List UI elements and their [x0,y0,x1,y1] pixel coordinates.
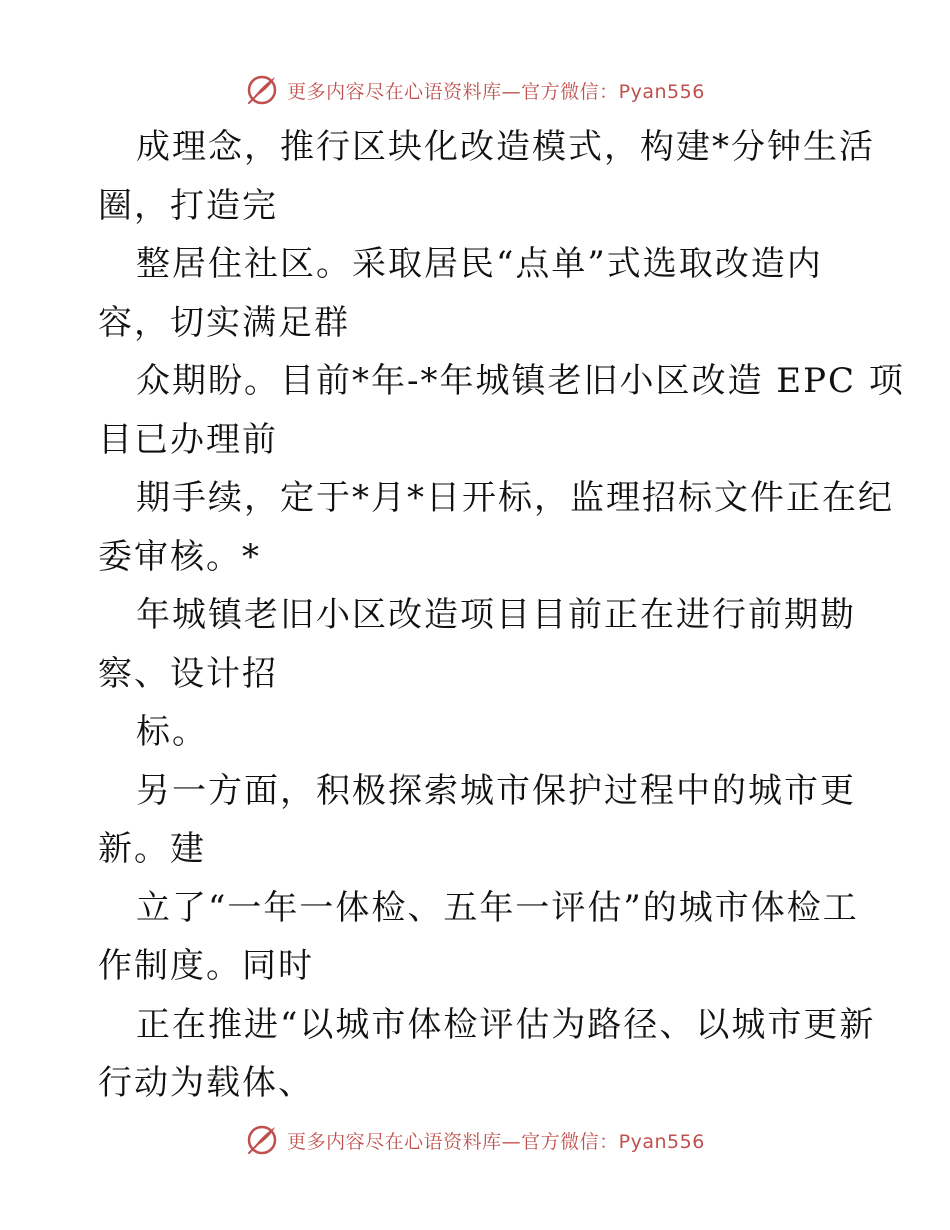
text-line: 委审核。* [98,536,261,577]
text-line: 整居住社区。采取居民“点单”式选取改造内 [136,244,823,284]
text-line: 作制度。同时 [98,946,314,986]
text-line: 成理念，推行区块化改造模式，构建*分钟生活 [136,127,875,167]
document-body [98,118,905,1113]
feather-pen-logo-icon [245,73,279,107]
text-line: 察、设计招 [98,653,278,694]
watermark-text: 更多内容尽在心语资料库—官方微信：Pyan556 [287,1130,705,1153]
footer-watermark [0,1120,950,1160]
header-watermark [0,70,950,110]
text-line: 期手续，定于*月*日开标，监理招标文件正在纪 [136,478,894,518]
text-line: 标。 [136,712,208,752]
text-line: 容，切实满足群 [98,302,350,343]
feather-pen-logo-icon [245,1123,279,1157]
text-line: 新。建 [98,829,206,869]
text-line: 正在推进“以城市体检评估为路径、以城市更新 [136,1004,876,1045]
text-line: 圈，打造完 [98,185,278,226]
text-line: 行动为载体、 [98,1063,314,1103]
text-line: 年城镇老旧小区改造项目目前正在进行前期勘 [136,595,856,635]
text-line: 另一方面，积极探索城市保护过程中的城市更 [136,770,856,811]
text-line: 立了“一年一体检、五年一评估”的城市体检工 [136,887,859,928]
text-line: 目已办理前 [98,419,278,460]
watermark-text: 更多内容尽在心语资料库—官方微信：Pyan556 [287,80,705,103]
text-line: 众期盼。目前*年-*年城镇老旧小区改造 EPC 项 [136,361,905,401]
